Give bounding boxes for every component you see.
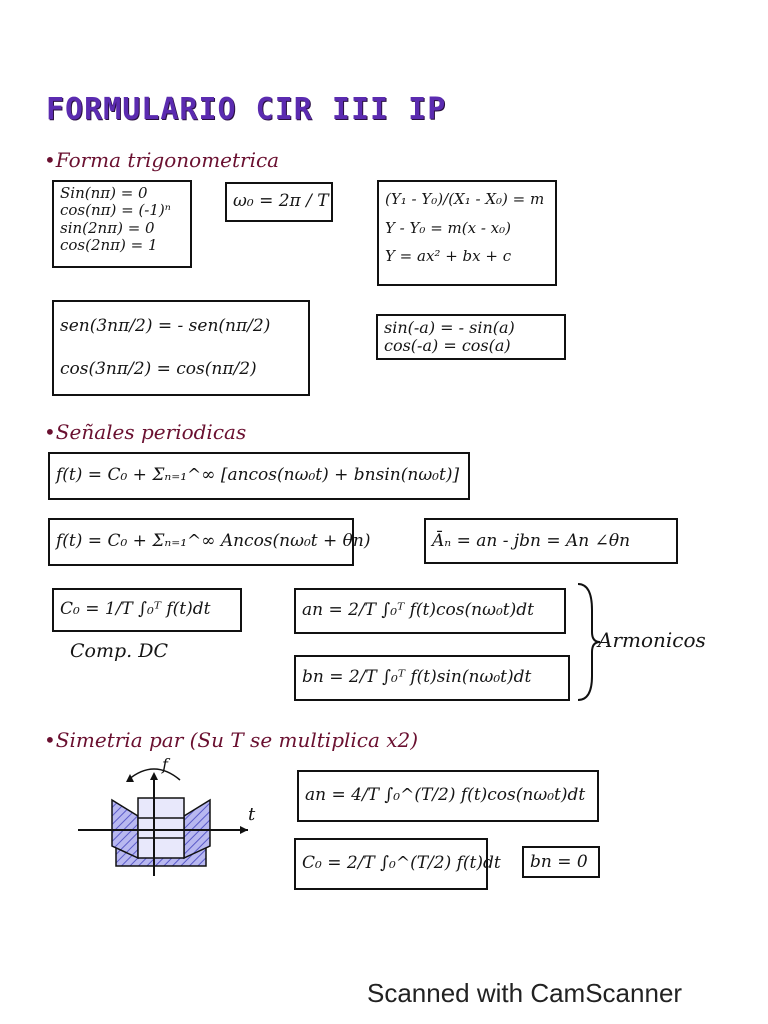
section-symmetry-heading: •Simetria par (Su T se multiplica x2) xyxy=(44,728,419,752)
trig-identity-line: sin(2nπ) = 0 xyxy=(60,218,155,237)
c0-symmetry-formula: C₀ = 2/T ∫₀^(T/2) f(t)dt xyxy=(302,853,501,873)
an-formula: an = 2/T ∫₀ᵀ f(t)cos(nω₀t)dt xyxy=(302,600,534,620)
fourier-series-box xyxy=(48,452,470,500)
fourier-series-trig: f(t) = C₀ + Σₙ₌₁^∞ [ancos(nω₀t) + bnsin(nω₀t)] xyxy=(56,465,460,485)
omega-box xyxy=(225,182,333,222)
trig-identity-line: cos(2nπ) = 1 xyxy=(60,235,158,254)
trig-identity-line: Sin(nπ) = 0 xyxy=(60,184,148,202)
signal-center xyxy=(138,798,184,858)
section-periodic-heading: •Señales periodicas xyxy=(44,420,247,444)
cos-identity: cos(3nπ/2) = cos(nπ/2) xyxy=(60,358,257,379)
line-equations-box xyxy=(377,180,557,286)
c0-box xyxy=(52,588,242,632)
armonicos-label: Armonicos xyxy=(598,628,706,652)
point-slope-formula: Y - Y₀ = m(x - x₀) xyxy=(385,218,511,237)
trig-identities-box xyxy=(52,180,192,268)
bn-zero-formula: bn = 0 xyxy=(530,852,588,872)
negative-angle-box xyxy=(376,314,566,360)
fourier-series-compact: f(t) = C₀ + Σₙ₌₁^∞ Ancos(nω₀t + θn) xyxy=(56,531,371,551)
trig-identity-line: cos(nπ) = (-1)ⁿ xyxy=(60,201,171,220)
even-symmetry-graph xyxy=(76,758,266,878)
c0-symmetry-box xyxy=(294,838,501,890)
an-symmetry-formula: an = 4/T ∫₀^(T/2) f(t)cos(nω₀t)dt xyxy=(305,785,586,805)
an-box xyxy=(294,588,566,634)
f-axis-label: f xyxy=(162,758,168,774)
slope-formula: (Y₁ - Y₀)/(X₁ - X₀) = m xyxy=(385,190,545,208)
sen-identity: sen(3nπ/2) = - sen(nπ/2) xyxy=(60,316,271,336)
phasor-box xyxy=(424,518,678,564)
page-title: FORMULARIO CIR III IP xyxy=(46,92,447,127)
section-trig-heading: •Forma trigonometrica xyxy=(44,148,280,172)
t-axis-label: t xyxy=(248,804,256,825)
bn-box xyxy=(294,655,570,701)
omega-formula: ω₀ = 2π / T xyxy=(233,191,329,211)
comp-dc-label: Comp. DC xyxy=(70,640,169,662)
bn-zero-box xyxy=(522,846,600,878)
sen-cos-box xyxy=(52,300,310,396)
fourier-series-compact-box xyxy=(48,518,371,566)
phasor-formula: Āₙ = an - jbn = An ∠θn xyxy=(432,531,631,551)
bn-formula: bn = 2/T ∫₀ᵀ f(t)sin(nω₀t)dt xyxy=(302,667,532,687)
cos-negative: cos(-a) = cos(a) xyxy=(384,335,511,355)
scanner-watermark: Scanned with CamScanner xyxy=(367,978,683,1008)
sin-negative: sin(-a) = - sin(a) xyxy=(384,318,515,337)
an-symmetry-box xyxy=(297,770,599,822)
c0-formula: C₀ = 1/T ∫₀ᵀ f(t)dt xyxy=(60,599,211,619)
quadratic-formula: Y = ax² + bx + c xyxy=(385,247,512,265)
